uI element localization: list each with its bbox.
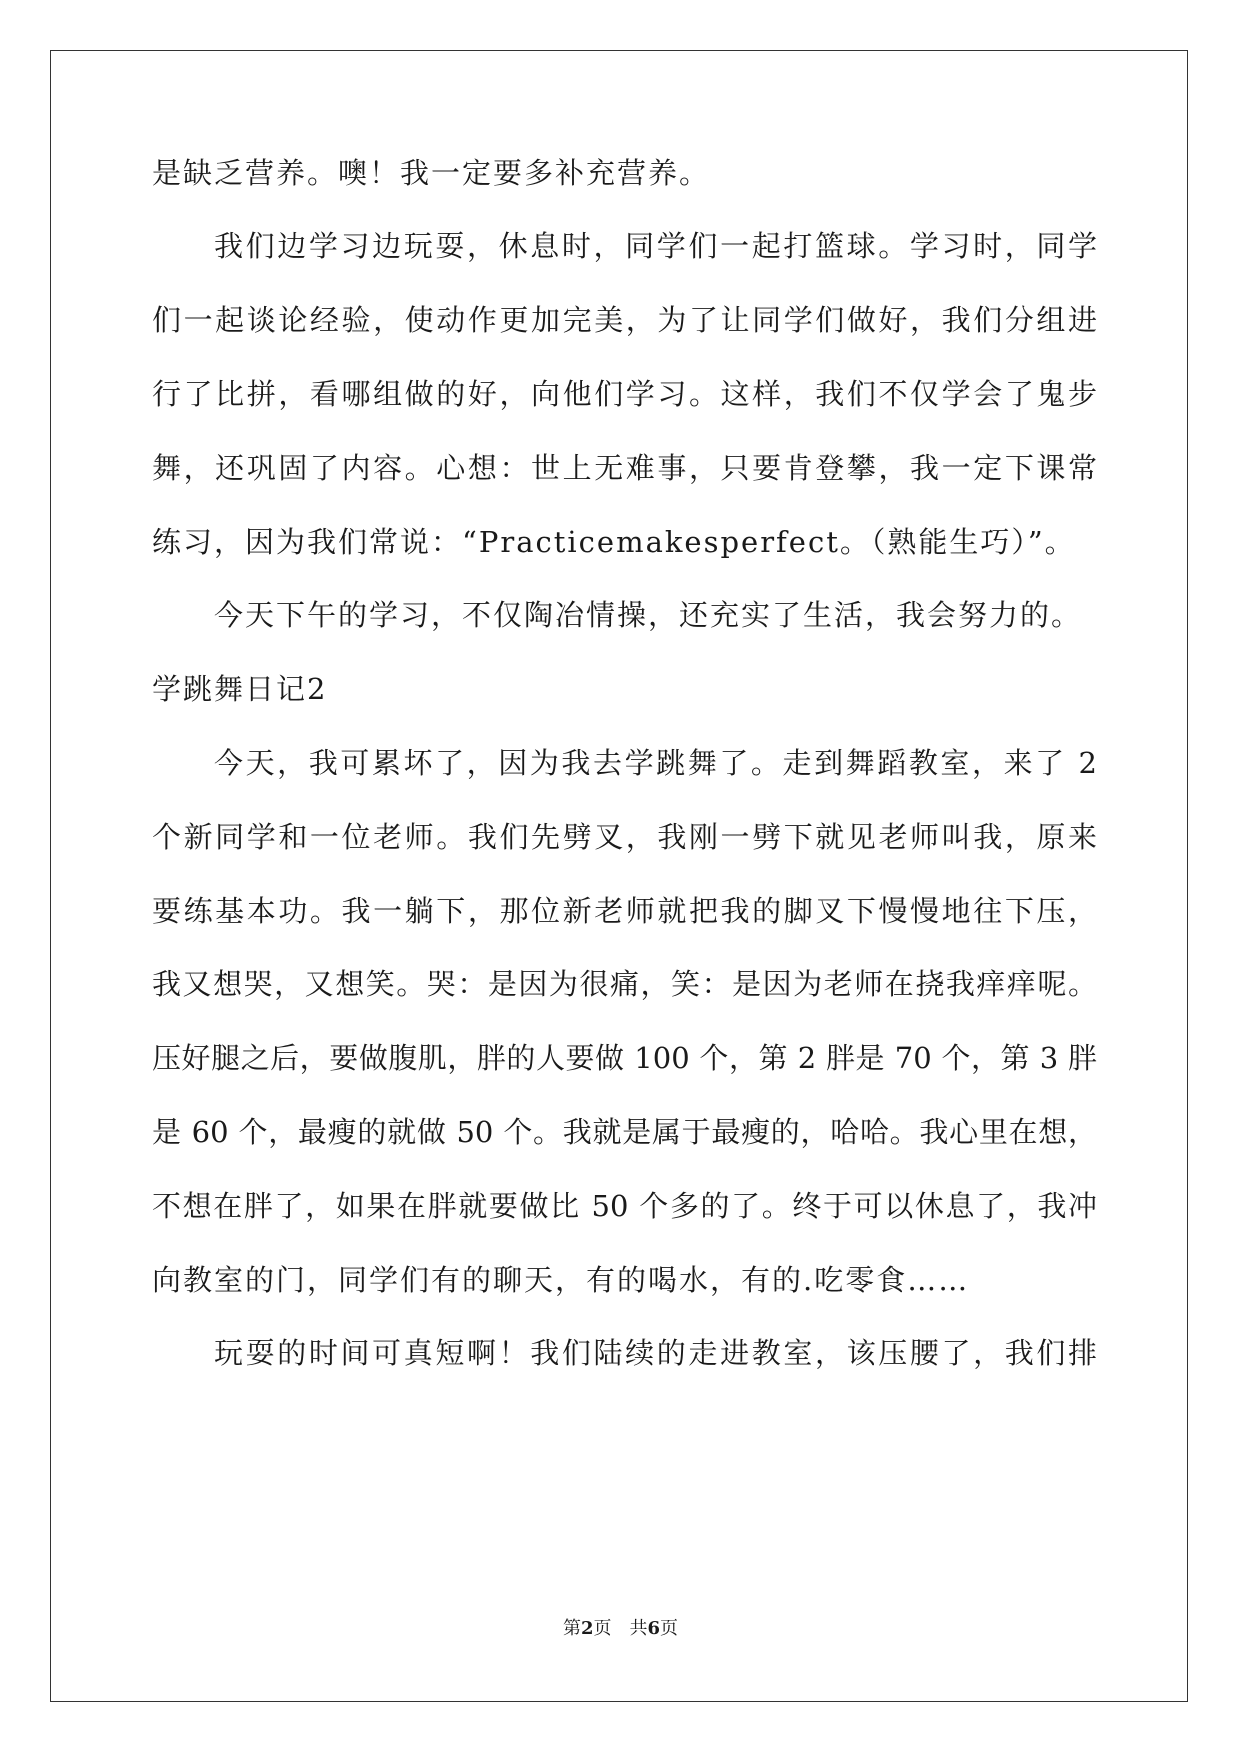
text-line-12: 我又想哭，又想笑。哭：是因为很痛，笑：是因为老师在挠我痒痒呢。 xyxy=(152,967,1097,1001)
text-line-3: 们一起谈论经验，使动作更加完美，为了让同学们做好，我们分组进 xyxy=(152,303,1097,337)
text-line-4: 行了比拼，看哪组做的好，向他们学习。这样，我们不仅学会了鬼步 xyxy=(152,377,1097,411)
text-line-15: 不想在胖了，如果在胖就要做比 50 个多的了。终于可以休息了，我冲 xyxy=(152,1189,1097,1223)
text-line-17: 玩耍的时间可真短啊！我们陆续的走进教室，该压腰了，我们排 xyxy=(214,1336,1097,1370)
footer-current-page: 2 xyxy=(580,1618,594,1639)
footer-middle: 页 共 xyxy=(593,1618,648,1639)
footer-suffix: 页 xyxy=(660,1618,679,1639)
text-line-2: 我们边学习边玩耍，休息时，同学们一起打篮球。学习时，同学 xyxy=(214,229,1097,263)
text-line-16: 向教室的门，同学们有的聊天，有的喝水，有的.吃零食…… xyxy=(152,1263,970,1297)
footer-prefix: 第 xyxy=(562,1618,581,1639)
text-line-11: 要练基本功。我一躺下，那位新老师就把我的脚叉下慢慢地往下压， xyxy=(152,894,1097,928)
text-line-10: 个新同学和一位老师。我们先劈叉，我刚一劈下就见老师叫我，原来 xyxy=(152,820,1097,854)
text-line-13: 压好腿之后，要做腹肌，胖的人要做 100 个，第 2 胖是 70 个，第 3 胖 xyxy=(152,1041,1097,1075)
text-line-1: 是缺乏营养。噢！我一定要多补充营养。 xyxy=(152,156,711,190)
text-line-5: 舞，还巩固了内容。心想：世上无难事，只要肯登攀，我一定下课常 xyxy=(152,451,1097,485)
text-line-9: 今天，我可累坏了，因为我去学跳舞了。走到舞蹈教室，来了 2 xyxy=(214,746,1097,780)
footer-total-pages: 6 xyxy=(647,1618,661,1639)
page-border xyxy=(50,50,1188,1702)
text-line-7: 今天下午的学习，不仅陶冶情操，还充实了生活，我会努力的。 xyxy=(214,598,1083,632)
section-heading: 学跳舞日记2 xyxy=(152,672,328,706)
text-line-6: 练习，因为我们常说：“Practicemakesperfect。（熟能生巧）”。 xyxy=(152,525,1076,559)
text-line-14: 是 60 个，最瘦的就做 50 个。我就是属于最瘦的，哈哈。我心里在想， xyxy=(152,1115,1097,1149)
page-footer xyxy=(0,1617,1241,1641)
